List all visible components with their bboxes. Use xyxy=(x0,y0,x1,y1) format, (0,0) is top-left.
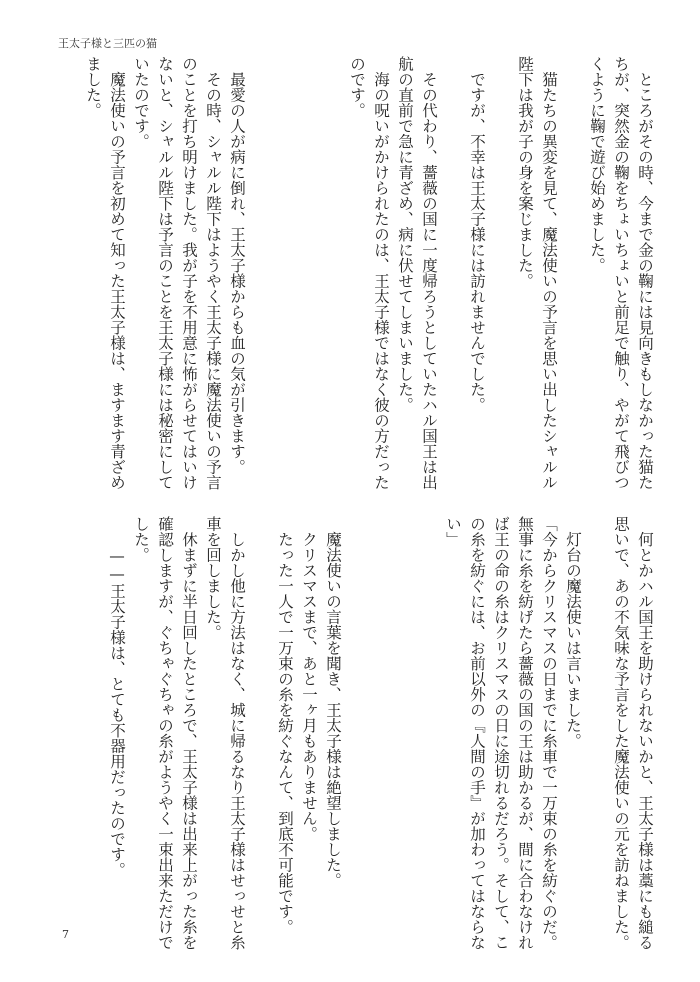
page-number: 7 xyxy=(62,928,69,941)
text-column xyxy=(321,56,345,496)
text-column: 魔法使いの言葉を聞き、王太子様は絶望しました。 xyxy=(324,516,342,888)
text-column: 休まずに半日回したところで、王太子様は出来上がった糸を xyxy=(180,516,198,950)
text-column xyxy=(249,516,273,956)
text-column xyxy=(345,516,369,956)
text-column: ました。 xyxy=(84,56,102,118)
text-column: 魔法使いの予言を初めて知った王太子様は、ますます青ざめ xyxy=(108,56,126,490)
text-column: 思いで、あの不気味な予言をした魔法使いの元を訪ねました。 xyxy=(612,516,630,950)
running-header: 王太子様と三匹の猫 xyxy=(58,37,157,50)
text-column: 「今からクリスマスの日までに糸車で一万束の糸を紡ぐのだ。 xyxy=(540,516,558,950)
text-column: ところがその時、今まで金の鞠には見向きもしなかった猫た xyxy=(636,56,654,490)
text-column: のです。 xyxy=(348,56,366,118)
text-column: 陛下は我が子の身を案じました。 xyxy=(516,56,534,289)
text-column: 航の直前で急に青ざめ、病に伏せてしまいました。 xyxy=(396,56,414,413)
text-column xyxy=(249,56,273,496)
text-column: 海の呪いがかけられたのは、王太子様ではなく彼の方だった xyxy=(372,56,390,490)
text-column: クリスマスまで、あと一ヶ月もありません。 xyxy=(300,516,318,842)
text-column xyxy=(369,516,393,956)
text-column: 最愛の人が病に倒れ、王太子様からも血の気が引きます。 xyxy=(228,56,246,475)
text-column: 無事に糸を紡げたら薔薇の国の王は助かるが、間に合わなけれ xyxy=(516,516,534,950)
text-column: の糸を紡ぐには、お前以外の『人間の手』が加わってはならな xyxy=(468,516,486,950)
text-column: いたのです。 xyxy=(132,56,150,149)
text-column: 車を回しました。 xyxy=(204,516,222,640)
text-column: ないと、シャルル陛下は予言のことを王太子様には秘密にして xyxy=(156,56,174,490)
text-column: その時、シャルル陛下はようやく王太子様に魔法使いの予言 xyxy=(204,56,222,490)
text-block-bottom xyxy=(57,516,657,956)
text-column: しかし他に方法はなく、城に帰るなり王太子様はせっせと糸 xyxy=(228,516,246,950)
text-column: ——王太子様は、とても不器用だったのです。 xyxy=(108,516,126,878)
text-column xyxy=(297,56,321,496)
text-column: ちが、突然金の鞠をちょいちょいと前足で触り、やがて飛びつ xyxy=(612,56,630,490)
text-column xyxy=(585,516,609,956)
text-column: その代わり、薔薇の国に一度帰ろうとしていたハル国王は出 xyxy=(420,56,438,490)
text-column: ですが、不幸は王太子様には訪れませんでした。 xyxy=(468,56,486,413)
text-column xyxy=(441,56,465,496)
text-column: い」 xyxy=(444,516,462,547)
text-column: 確認しますが、ぐちゃぐちゃの糸がようやく一束出来ただけで xyxy=(156,516,174,950)
text-column xyxy=(417,516,441,956)
text-column xyxy=(489,56,513,496)
text-column: 猫たちの異変を見て、魔法使いの予言を思い出したシャルル xyxy=(540,56,558,490)
text-column: ば王の命の糸はクリスマスの日に途切れるだろう。そして、こ xyxy=(492,516,510,950)
text-column: くように鞠で遊び始めました。 xyxy=(588,56,606,273)
text-column: のことを打ち明けました。我が子を不用意に怖がらせてはいけ xyxy=(180,56,198,490)
text-block-top xyxy=(57,56,657,496)
text-column: たった一人で一万束の糸を紡ぐなんて、到底不可能です。 xyxy=(276,516,294,935)
text-column xyxy=(393,516,417,956)
text-column xyxy=(561,56,585,496)
text-column: 何とかハル国王を助けられないかと、王太子様は藁にも縋る xyxy=(636,516,654,950)
text-column xyxy=(273,56,297,496)
text-column: した。 xyxy=(132,516,150,563)
text-column: 灯台の魔法使いは言いました。 xyxy=(564,516,582,749)
